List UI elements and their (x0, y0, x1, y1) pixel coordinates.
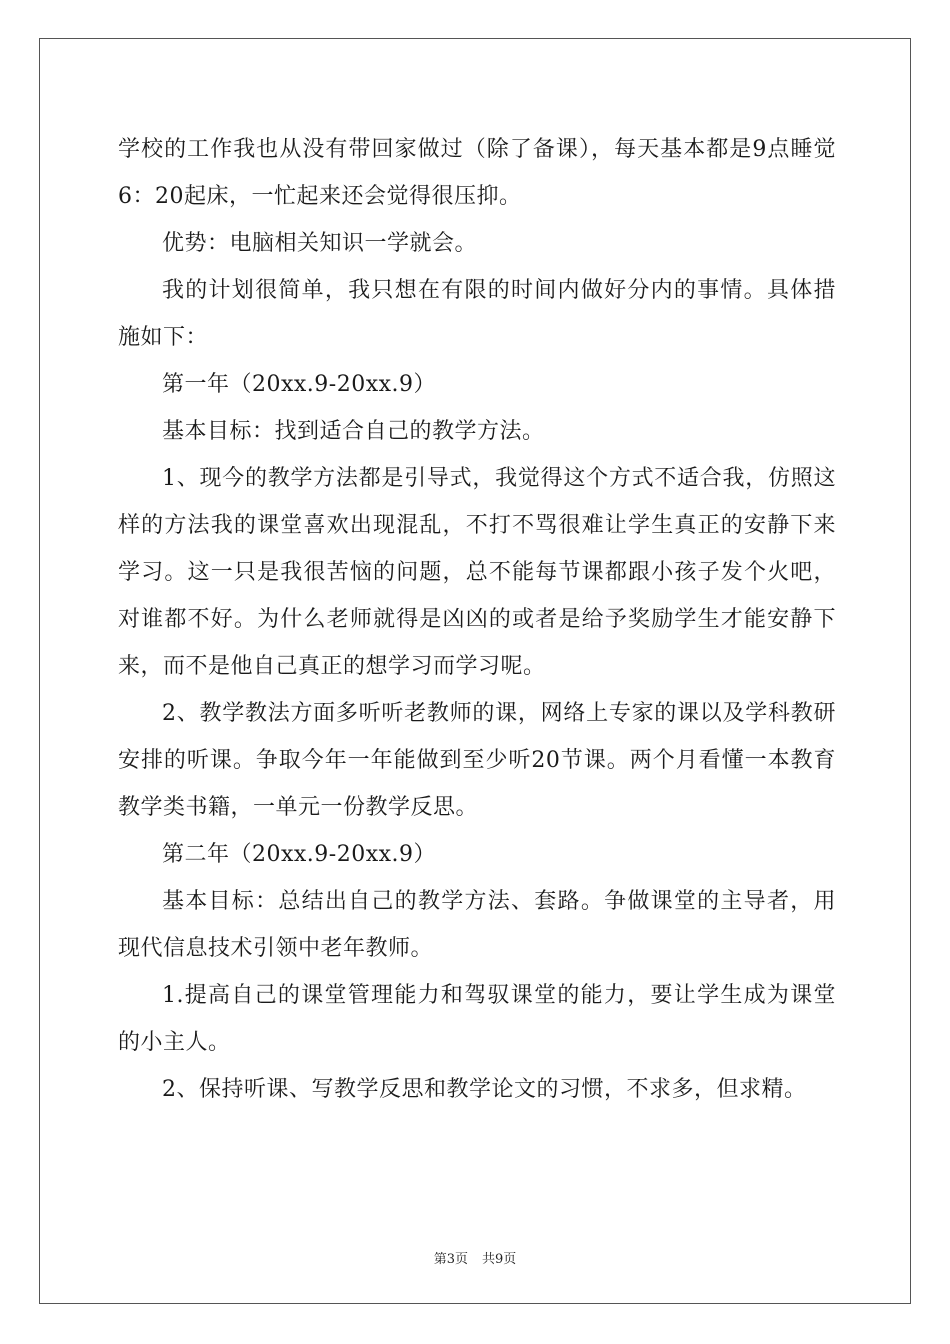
paragraph-6: 1、现今的教学方法都是引导式，我觉得这个方式不适合我，仿照这样的方法我的课堂喜欢出现混乱，不打不骂很难让学生真正的安静下来学习。这一只是我很苦恼的问题，总不能每节课都跟小孩子发个火吧，对谁都不好。为什么老师就得是凶凶的或者是给予奖励学生才能安静下来，而不是他自己真正的想学习而学习呢。 (118, 466, 836, 679)
page-footer (0, 1248, 950, 1267)
paragraph-9: 基本目标：总结出自己的教学方法、套路。争做课堂的主导者，用现代信息技术引领中老年教师。 (118, 889, 836, 961)
paragraph-2: 优势：电脑相关知识一学就会。 (162, 231, 478, 256)
paragraph-3: 我的计划很简单，我只想在有限的时间内做好分内的事情。具体措施如下： (118, 278, 836, 350)
paragraph-8: 第二年（20xx.9-20xx.9） (162, 842, 437, 867)
page-number: 第3页 (433, 1252, 468, 1267)
paragraph-11: 2、保持听课、写教学反思和教学论文的习惯，不求多，但求精。 (162, 1077, 807, 1102)
paragraph-5: 基本目标：找到适合自己的教学方法。 (162, 419, 545, 444)
paragraph-10: 1.提高自己的课堂管理能力和驾驭课堂的能力，要让学生成为课堂的小主人。 (118, 983, 836, 1055)
paragraph-4: 第一年（20xx.9-20xx.9） (162, 372, 437, 397)
paragraph-1: 学校的工作我也从没有带回家做过（除了备课），每天基本都是9点睡觉6：20起床，一忙起来还会觉得很压抑。 (118, 137, 836, 209)
page-total: 共9页 (482, 1252, 517, 1267)
document-body (118, 126, 836, 1113)
paragraph-7: 2、教学教法方面多听听老教师的课，网络上专家的课以及学科教研安排的听课。争取今年一年能做到至少听20节课。两个月看懂一本教育教学类书籍，一单元一份教学反思。 (118, 701, 836, 820)
